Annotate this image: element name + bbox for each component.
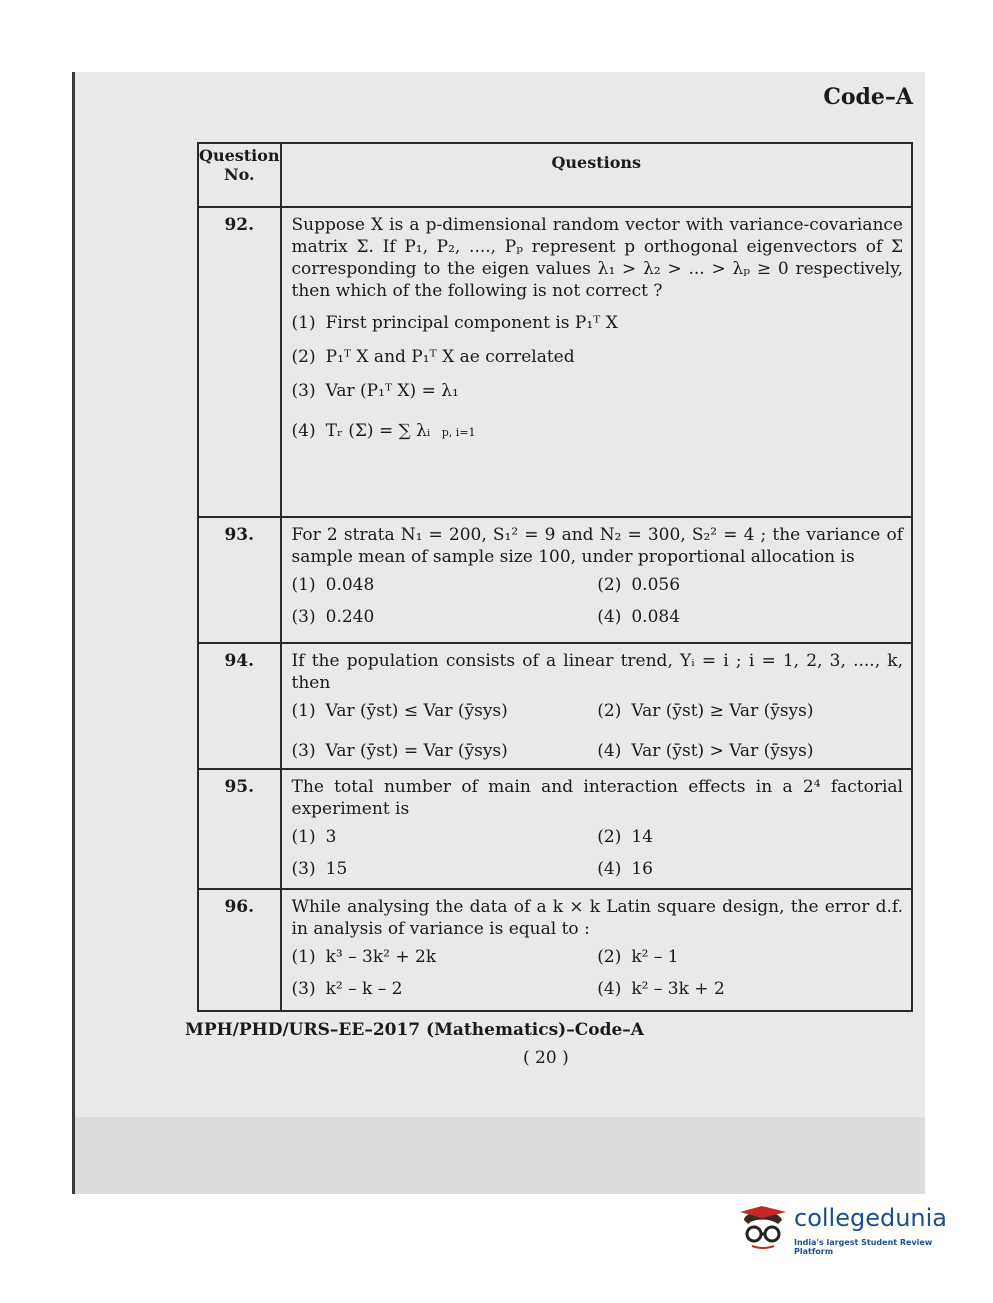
footer-code: MPH/PHD/URS–EE–2017 (Mathematics)–Code–A <box>185 1020 644 1040</box>
option-number: (2) <box>597 575 622 595</box>
option-text: 16 <box>631 859 653 879</box>
sum-limits: p, i=1 <box>441 426 476 439</box>
option-text: 3 <box>325 827 337 847</box>
question-body <box>281 643 912 769</box>
option-number: (4) <box>597 979 622 999</box>
option-text: 15 <box>325 859 348 879</box>
brand-name: collegedunia <box>794 1204 948 1232</box>
option-3 <box>292 978 598 1000</box>
option-4 <box>597 858 903 880</box>
option-text: P₁ᵀ X and P₁ᵀ X ae correlated <box>325 347 575 367</box>
options-grid <box>292 946 903 1000</box>
question-number: 93. <box>198 517 281 643</box>
option-3 <box>292 380 903 402</box>
option-number: (1) <box>291 827 316 847</box>
option-3 <box>292 606 598 628</box>
paper-code: Code–A <box>823 84 913 110</box>
option-text: First principal component is P₁ᵀ X <box>325 313 618 333</box>
question-stem: If the population consists of a linear trend, Yᵢ = i ; i = 1, 2, 3, ...., k, then <box>291 651 903 693</box>
option-number: (1) <box>291 947 316 967</box>
scan-bottom-margin <box>75 1117 925 1194</box>
question-body <box>281 769 912 889</box>
options-grid <box>292 700 903 762</box>
option-number: (4) <box>291 421 316 441</box>
option-text: Tᵣ (Σ) = ∑ λᵢ <box>325 421 431 441</box>
options-grid <box>292 826 903 880</box>
option-2 <box>597 700 903 722</box>
sum-upper-limit: p <box>441 426 449 439</box>
sum-lower-limit: i=1 <box>455 426 476 439</box>
option-1 <box>292 574 598 596</box>
option-number: (3) <box>291 607 316 627</box>
brand-logo[interactable] <box>738 1200 968 1260</box>
question-row-95 <box>198 769 912 889</box>
option-text: Var (ȳst) = Var (ȳsys) <box>325 741 508 761</box>
option-number: (2) <box>597 947 622 967</box>
option-2 <box>292 346 903 368</box>
option-text: 14 <box>631 827 653 847</box>
question-body <box>281 889 912 1011</box>
question-no-header-line2: No. <box>223 165 255 184</box>
option-2 <box>597 946 903 968</box>
option-4 <box>292 420 903 444</box>
question-stem: The total number of main and interaction effects in a 2⁴ factorial experiment is <box>291 777 903 819</box>
option-number: (3) <box>291 979 316 999</box>
brand-tagline: India's largest Student Review Platform <box>794 1238 933 1256</box>
question-number: 95. <box>198 769 281 889</box>
option-text: Var (ȳst) ≤ Var (ȳsys) <box>325 701 508 721</box>
option-text: k² – 3k + 2 <box>631 979 725 999</box>
option-4 <box>597 606 903 628</box>
question-no-header <box>198 143 281 207</box>
question-no-header-line1: Question <box>199 146 280 165</box>
option-number: (2) <box>291 347 316 367</box>
option-number: (2) <box>597 827 622 847</box>
option-number: (1) <box>291 575 316 595</box>
question-body <box>281 207 912 517</box>
question-stem: Suppose X is a p-dimensional random vector with variance-covariance matrix Σ. If P₁, P₂, ...., Pₚ represent p orthogonal eigenvectors of Σ corresponding to the eigen values λ₁ > λ₂ > ... > λₚ ≥ 0 respectively, then which of the following is not correct ? <box>291 215 903 301</box>
question-row-92 <box>198 207 912 517</box>
option-2 <box>597 574 903 596</box>
option-2 <box>597 826 903 848</box>
option-3 <box>292 858 598 880</box>
questions-table <box>197 142 913 1012</box>
options-grid <box>292 574 903 628</box>
graduate-logo-icon <box>738 1200 788 1252</box>
question-stem: While analysing the data of a k × k Latin square design, the error d.f. in analysis of variance is equal to : <box>291 897 903 939</box>
option-text: k³ – 3k² + 2k <box>325 947 437 967</box>
option-4 <box>597 978 903 1000</box>
option-number: (1) <box>291 701 316 721</box>
option-number: (4) <box>597 859 622 879</box>
option-text: 0.056 <box>631 575 681 595</box>
question-stem: For 2 strata N₁ = 200, S₁² = 9 and N₂ = 300, S₂² = 4 ; the variance of sample mean of sample size 100, under proportional allocation is <box>291 525 903 567</box>
option-text: Var (P₁ᵀ X) = λ₁ <box>325 381 459 401</box>
option-1 <box>292 826 598 848</box>
option-text: 0.048 <box>325 575 375 595</box>
option-text: 0.240 <box>325 607 375 627</box>
option-number: (3) <box>291 859 316 879</box>
scanned-page <box>72 72 925 1194</box>
question-number: 92. <box>198 207 281 517</box>
option-4 <box>597 740 903 762</box>
questions-header: Questions <box>281 143 912 207</box>
option-1 <box>292 946 598 968</box>
page-number: ( 20 ) <box>523 1048 569 1068</box>
question-row-93 <box>198 517 912 643</box>
question-row-96 <box>198 889 912 1011</box>
question-row-94 <box>198 643 912 769</box>
option-number: (3) <box>291 381 316 401</box>
option-text: Var (ȳst) ≥ Var (ȳsys) <box>631 701 814 721</box>
option-1 <box>292 312 903 334</box>
option-text: 0.084 <box>631 607 681 627</box>
question-body <box>281 517 912 643</box>
option-3 <box>292 740 598 762</box>
option-number: (3) <box>291 741 316 761</box>
option-number: (4) <box>597 607 622 627</box>
option-number: (2) <box>597 701 622 721</box>
option-number: (4) <box>597 741 622 761</box>
table-header-row <box>198 143 912 207</box>
option-text: Var (ȳst) > Var (ȳsys) <box>631 741 814 761</box>
option-text: k² – 1 <box>631 947 679 967</box>
option-text: k² – k – 2 <box>325 979 403 999</box>
option-1 <box>292 700 598 722</box>
option-number: (1) <box>291 313 316 333</box>
question-number: 96. <box>198 889 281 1011</box>
question-number: 94. <box>198 643 281 769</box>
